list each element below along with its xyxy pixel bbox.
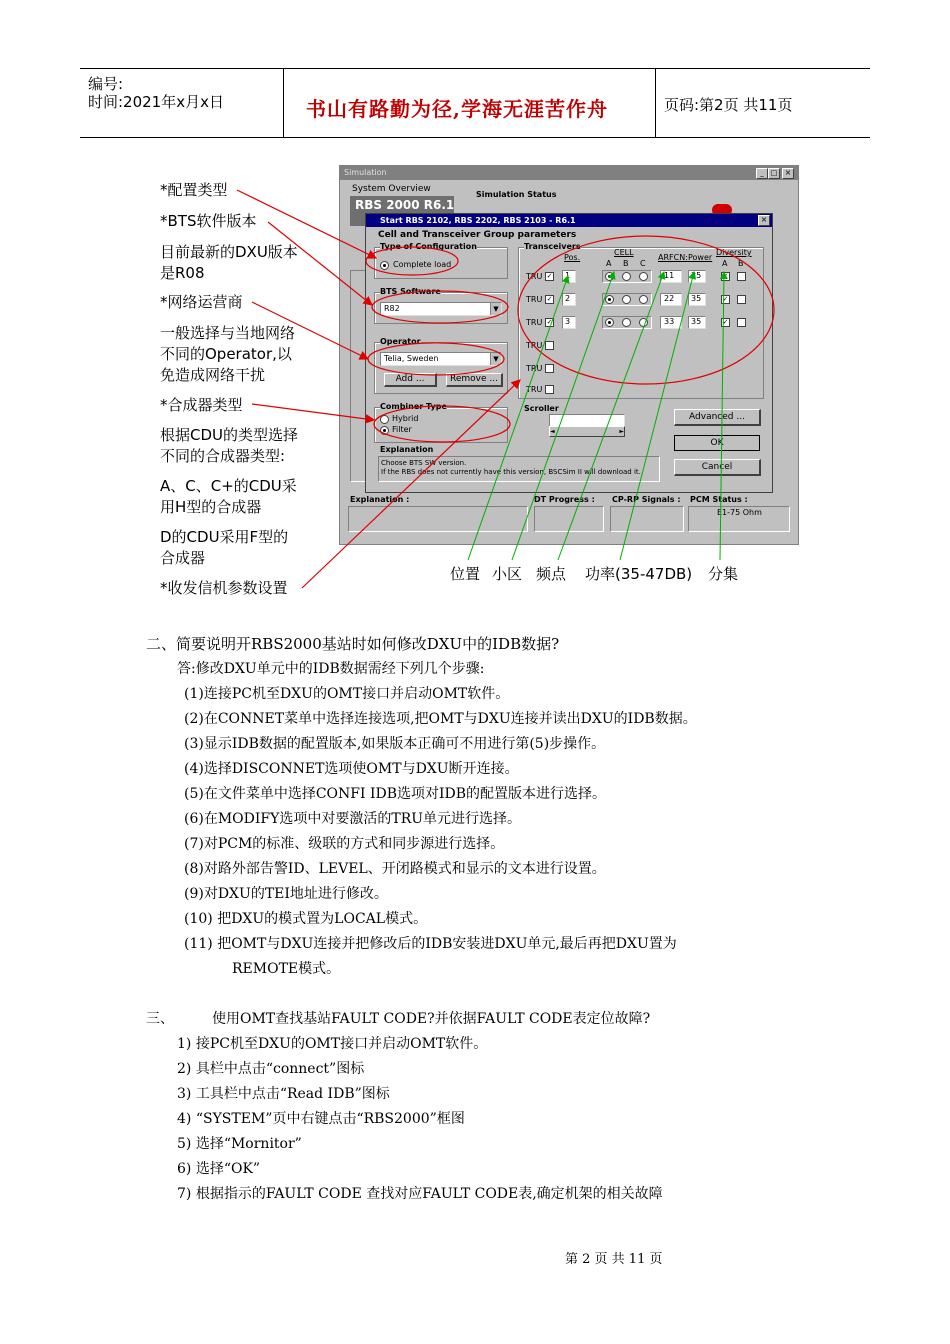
cell-a-radio-3[interactable] — [605, 318, 614, 327]
section2-heading: 二、简要说明开RBS2000基站时如何修改DXU中的IDB数据? — [146, 635, 560, 653]
annotation-combiner-desc-1: 根据CDU的类型选择 — [160, 426, 299, 444]
section3-heading: 使用OMT查找基站FAULT CODE?并依据FAULT CODE表定位故障? — [212, 1011, 651, 1027]
tru-label-6: TRU — [526, 385, 543, 394]
section2-step: (9)对DXU的TEI地址进行修改。 — [184, 886, 388, 902]
explanation-line-1: Choose BTS SW version. — [381, 459, 467, 467]
div-a-header: A — [722, 259, 728, 268]
section3-step: 1) 接PC机至DXU的OMT接口并启动OMT软件。 — [177, 1036, 488, 1052]
cell-b-radio-2[interactable] — [622, 295, 631, 304]
dialog-close-icon[interactable]: × — [758, 215, 770, 226]
pos-header: Pos. — [564, 253, 581, 262]
page-header — [80, 68, 870, 138]
div-b-checkbox-1[interactable] — [737, 272, 746, 281]
cell-b-radio-3[interactable] — [622, 318, 631, 327]
dt-progress-label: DT Progress : — [534, 495, 595, 504]
bts-software-label: BTS Software — [380, 287, 441, 296]
annotation-combiner-desc-2: 不同的合成器类型: — [160, 447, 286, 465]
section3-step: 2) 具栏中点击“connect”图标 — [177, 1061, 365, 1077]
combiner-label: Combiner Type — [380, 402, 447, 411]
tru-checkbox-3[interactable]: ✓ — [546, 318, 553, 326]
simulation-window — [339, 165, 799, 545]
motto: 书山有路勤为径,学海无涯苦作舟 — [306, 97, 608, 121]
section3-step: 3) 工具栏中点击“Read IDB”图标 — [177, 1086, 390, 1102]
ok-button[interactable]: OK — [674, 435, 760, 451]
pos-value-1: 1 — [565, 271, 571, 280]
label-position: 位置 — [450, 565, 481, 583]
maximize-button[interactable]: □ — [768, 168, 780, 179]
pos-field-1[interactable] — [562, 270, 576, 283]
section3-heading-num: 三、 — [146, 1011, 174, 1027]
arfcn-field-1[interactable] — [660, 270, 682, 283]
annotation-dxu-version-2: 是R08 — [160, 264, 205, 282]
pcm-status-label: PCM Status : — [690, 495, 748, 504]
cell-a-header: A — [606, 259, 612, 268]
rbs-title: RBS 2000 R6.1 — [355, 198, 455, 212]
dialog-titlebar — [366, 214, 772, 227]
arfcn-header: ARFCN: — [658, 253, 688, 262]
div-a-checkbox-1[interactable]: ✓ — [722, 272, 729, 280]
complete-load-label: Complete load — [393, 260, 452, 269]
bts-software-value: R82 — [384, 304, 400, 313]
tru-label-1: TRU — [526, 272, 543, 281]
pos-value-2: 2 — [565, 294, 571, 303]
header-left-cell — [80, 69, 284, 137]
pos-field-3[interactable] — [562, 316, 576, 329]
power-field-1[interactable] — [688, 270, 706, 283]
annotation-bts-software: *BTS软件版本 — [160, 212, 257, 230]
annotation-dxu-version: 目前最新的DXU版本 — [160, 243, 298, 261]
pos-value-3: 3 — [565, 317, 571, 326]
div-b-header: B — [738, 259, 744, 268]
remove-button[interactable]: Remove ... — [446, 373, 503, 387]
cell-b-header: B — [623, 259, 629, 268]
power-header: Power — [688, 253, 713, 262]
label-cell: 小区 — [492, 565, 523, 583]
div-a-checkbox-2[interactable]: ✓ — [722, 295, 729, 303]
pcm-status-box — [688, 506, 790, 532]
cell-c-radio-1[interactable] — [639, 272, 648, 281]
div-b-checkbox-3[interactable] — [737, 318, 746, 327]
tru-label-3: TRU — [526, 318, 543, 327]
pos-field-2[interactable] — [562, 293, 576, 306]
arfcn-value-3: 33 — [664, 317, 675, 326]
annotation-combiner-desc-5: D的CDU采用F型的 — [160, 528, 289, 546]
section2-step: (6)在MODIFY选项中对要激活的TRU单元进行选择。 — [184, 811, 522, 827]
label-power: 功率(35-47DB) — [585, 565, 693, 583]
annotation-operator-desc-1: 一般选择与当地网络 — [160, 324, 296, 342]
cancel-button[interactable]: Cancel — [674, 459, 761, 476]
annotation-config-type: *配置类型 — [160, 181, 228, 199]
tru-checkbox-1[interactable]: ✓ — [546, 272, 553, 280]
section2-step-cont: REMOTE模式。 — [232, 961, 341, 977]
annotation-combiner-desc-3: A、C、C+的CDU采 — [160, 477, 297, 495]
scroller-label: Scroller — [524, 404, 559, 413]
arfcn-value-2: 22 — [664, 294, 675, 303]
arfcn-field-3[interactable] — [660, 316, 682, 329]
section2-step: (10) 把DXU的模式置为LOCAL模式。 — [184, 911, 428, 927]
tru-label-2: TRU — [526, 295, 543, 304]
explanation-line-2: If the RBS does not currently have this version, BSCSim II will download it. — [381, 468, 641, 476]
arfcn-field-2[interactable] — [660, 293, 682, 306]
transceivers-label: Transceivers — [524, 242, 581, 251]
tru-checkbox-5[interactable] — [545, 364, 554, 373]
section2-step: (7)对PCM的标准、级联的方式和同步源进行选择。 — [184, 836, 505, 852]
hybrid-radio[interactable] — [380, 415, 389, 424]
power-value-2: 35 — [691, 294, 702, 303]
annotation-operator-desc-2: 不同的Operator,以 — [160, 345, 292, 363]
tru-label-4: TRU — [526, 341, 543, 350]
section2-step: (8)对路外部告警ID、LEVEL、开闭路模式和显示的文本进行设置。 — [184, 861, 606, 877]
bts-software-select[interactable] — [380, 302, 502, 316]
number-label: 编号: — [88, 75, 124, 93]
dialog-title: Start RBS 2102, RBS 2202, RBS 2103 - R6.1 — [380, 216, 576, 225]
section3-step: 4) “SYSTEM”页中右键点击“RBS2000”框图 — [177, 1111, 465, 1127]
cell-b-radio-1[interactable] — [622, 272, 631, 281]
section2-step: (1)连接PC机至DXU的OMT接口并启动OMT软件。 — [184, 686, 510, 702]
simulation-status-label: Simulation Status — [476, 190, 557, 199]
dt-progress-box — [534, 506, 604, 532]
div-a-checkbox-3[interactable]: ✓ — [722, 318, 729, 326]
diversity-header: Diversity — [716, 248, 752, 257]
operator-label: Operator — [380, 337, 421, 346]
cell-a-radio-1[interactable] — [605, 272, 614, 281]
cell-c-header: C — [640, 259, 646, 268]
type-config-label: Type of Configuration — [380, 242, 477, 251]
annotation-operator-desc-3: 免造成网络干扰 — [160, 366, 266, 384]
tru-checkbox-6[interactable] — [545, 385, 554, 394]
section2-answer: 答:修改DXU单元中的IDB数据需经下列几个步骤: — [177, 661, 485, 677]
explanation-box — [378, 456, 660, 482]
power-value-3: 35 — [691, 317, 702, 326]
chevron-down-icon: ▼ — [490, 353, 501, 365]
page-label: 页码:第2页 共11页 — [664, 96, 793, 114]
tru-checkbox-2[interactable]: ✓ — [546, 295, 553, 303]
system-overview-label: System Overview — [352, 184, 431, 194]
label-diversity: 分集 — [708, 565, 739, 583]
tru-label-5: TRU — [526, 364, 543, 373]
cell-header: CELL — [614, 248, 634, 257]
annotation-trx-params: *收发信机参数设置 — [160, 579, 288, 597]
section3-step: 6) 选择“OK” — [177, 1161, 261, 1177]
section2-step: (5)在文件菜单中选择CONFI IDB选项对IDB的配置版本进行选择。 — [184, 786, 607, 802]
section3-step: 7) 根据指示的FAULT CODE 查找对应FAULT CODE表,确定机架的相关故障 — [177, 1186, 663, 1202]
filter-radio[interactable] — [380, 426, 389, 435]
power-field-2[interactable] — [688, 293, 706, 306]
close-icon[interactable]: × — [782, 168, 794, 179]
bottom-explanation-label: Explanation : — [350, 495, 410, 504]
time-label: 时间:2021年x月x日 — [88, 93, 224, 111]
cp-rp-box — [610, 506, 684, 532]
add-button[interactable]: Add ... — [384, 373, 437, 387]
power-field-3[interactable] — [688, 316, 706, 329]
simulation-titlebar — [340, 166, 798, 180]
annotation-combiner: *合成器类型 — [160, 396, 243, 414]
chevron-down-icon: ▼ — [490, 303, 501, 315]
simulation-title: Simulation — [344, 168, 387, 177]
annotation-combiner-desc-4: 用H型的合成器 — [160, 498, 262, 516]
cp-rp-label: CP-RP Signals : — [612, 495, 681, 504]
pcm-status-value: E1-75 Ohm — [717, 508, 762, 517]
scroller-bar[interactable]: ◄ ► — [550, 428, 624, 435]
section2-step: (3)显示IDB数据的配置版本,如果版本正确可不用进行第(5)步操作。 — [184, 736, 606, 752]
header-middle-cell — [284, 69, 656, 137]
operator-select[interactable] — [380, 352, 502, 366]
cell-c-radio-2[interactable] — [639, 295, 648, 304]
page-footer: 第 2 页 共 11 页 — [565, 1252, 663, 1267]
bottom-explanation-box — [348, 506, 528, 532]
cell-c-radio-3[interactable] — [639, 318, 648, 327]
complete-load-radio[interactable] — [380, 261, 389, 270]
minimize-button[interactable]: _ — [756, 168, 768, 179]
header-right-cell — [656, 69, 870, 137]
div-b-checkbox-2[interactable] — [737, 295, 746, 304]
section2-step: (11) 把OMT与DXU连接并把修改后的IDB安装进DXU单元,最后再把DXU置为 — [184, 936, 677, 952]
label-arfcn: 频点 — [536, 565, 567, 583]
start-rbs-dialog — [365, 213, 773, 493]
filter-label: Filter — [392, 425, 412, 434]
section2-step: (2)在CONNET菜单中选择连接选项,把OMT与DXU连接并读出DXU的IDB数据。 — [184, 711, 697, 727]
section2-step: (4)选择DISCONNET选项使OMT与DXU断开连接。 — [184, 761, 519, 777]
tru-checkbox-4[interactable] — [545, 341, 554, 350]
operator-value: Telia, Sweden — [384, 354, 439, 363]
hybrid-label: Hybrid — [392, 414, 419, 423]
annotation-combiner-desc-6: 合成器 — [160, 549, 206, 567]
power-value-1: 35 — [691, 271, 702, 280]
arfcn-value-1: 11 — [664, 271, 675, 280]
explanation-label: Explanation — [380, 445, 434, 454]
advanced-button[interactable]: Advanced ... — [674, 409, 761, 426]
annotation-operator: *网络运营商 — [160, 293, 243, 311]
left-panel — [350, 270, 366, 482]
section3-step: 5) 选择“Mornitor” — [177, 1136, 302, 1152]
cell-a-radio-2[interactable] — [605, 295, 614, 304]
cell-params-heading: Cell and Transceiver Group parameters — [378, 230, 577, 240]
